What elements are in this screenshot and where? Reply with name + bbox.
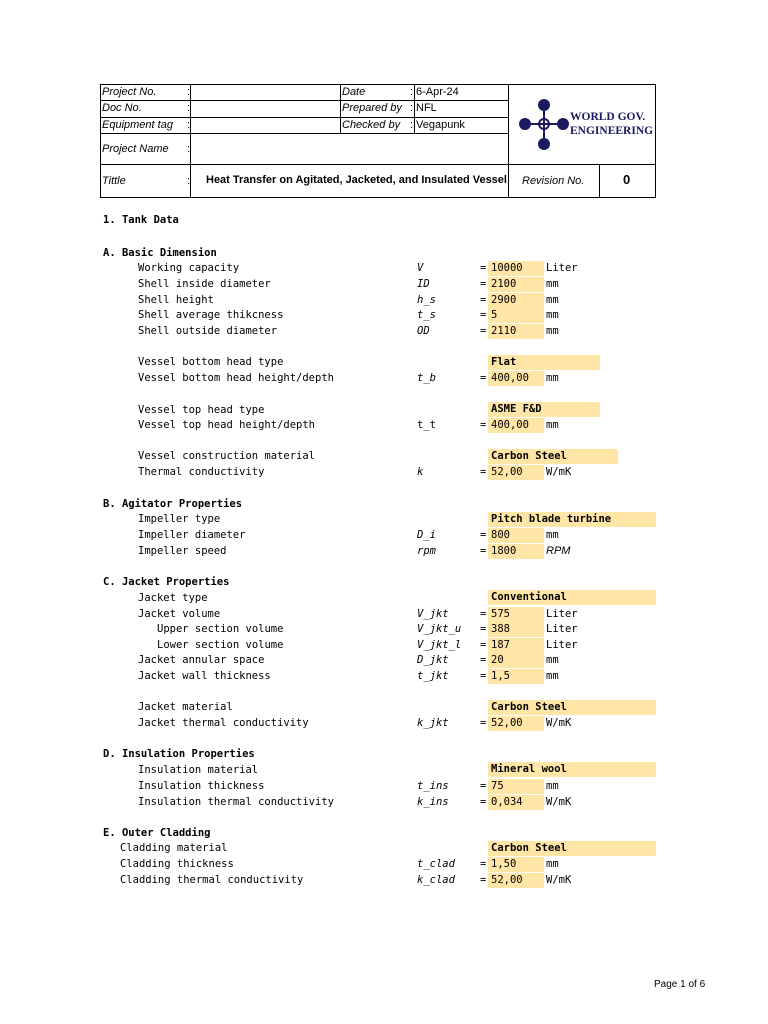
- document-title: Heat Transfer on Agitated, Jacketed, and Insulated Vessel: [206, 174, 507, 186]
- equals-sign: =: [480, 623, 487, 635]
- section-title: 1. Tank Data: [103, 214, 179, 226]
- jacket-material-select[interactable]: Carbon Steel: [488, 700, 656, 715]
- row-label: Lower section volume: [157, 639, 284, 651]
- row-symbol: t_jkt: [417, 670, 449, 682]
- impeller-speed-input[interactable]: 1800: [488, 544, 544, 559]
- cladding-conductivity-value[interactable]: 52,00: [488, 873, 544, 888]
- equals-sign: =: [480, 262, 487, 274]
- row-label: Jacket annular space: [138, 654, 265, 666]
- row-unit: mm: [546, 372, 559, 384]
- row-label: Jacket wall thickness: [138, 670, 271, 682]
- row-symbol: t_clad: [417, 858, 455, 870]
- page-number: Page 1 of 6: [654, 979, 706, 990]
- equals-sign: =: [480, 717, 487, 729]
- vessel-material-select[interactable]: Carbon Steel: [488, 449, 618, 464]
- row-unit: mm: [546, 780, 559, 792]
- row-label: Vessel top head height/depth: [138, 419, 316, 431]
- impeller-type-select[interactable]: Pitch blade turbine: [488, 512, 656, 527]
- date-value: 6-Apr-24: [416, 86, 459, 98]
- row-label: Shell average thikcness: [138, 309, 284, 321]
- cladding-material-select[interactable]: Carbon Steel: [488, 841, 656, 856]
- row-label: Vessel top head type: [138, 404, 265, 416]
- jacket-volume-value[interactable]: 575: [488, 607, 544, 622]
- row-label: Jacket material: [138, 701, 233, 713]
- row-symbol: D_i: [417, 529, 436, 541]
- outside-diameter-value[interactable]: 2110: [488, 324, 544, 339]
- row-unit: W/mK: [546, 717, 572, 729]
- row-label: Upper section volume: [157, 623, 284, 635]
- lower-volume-value[interactable]: 187: [488, 638, 544, 653]
- equipment-tag-label: Equipment tag: [102, 119, 173, 131]
- equals-sign: =: [480, 780, 487, 792]
- working-capacity-input[interactable]: 10000: [488, 261, 544, 276]
- row-unit: mm: [546, 858, 559, 870]
- shell-thickness-input[interactable]: 5: [488, 308, 544, 323]
- row-symbol: rpm: [417, 545, 436, 557]
- row-unit: mm: [546, 419, 559, 431]
- logo-line-2: ENGINEERING: [570, 125, 654, 137]
- bottom-head-height-value[interactable]: 400,00: [488, 371, 544, 386]
- inside-diameter-input[interactable]: 2100: [488, 277, 544, 292]
- insulation-thickness-input[interactable]: 75: [488, 779, 544, 794]
- equals-sign: =: [480, 278, 487, 290]
- row-label: Cladding material: [120, 842, 228, 854]
- revision-label: Revision No.: [522, 175, 585, 187]
- row-unit: Liter: [546, 262, 578, 274]
- equals-sign: =: [480, 309, 487, 321]
- colon: :: [410, 86, 414, 98]
- row-unit: W/mK: [546, 466, 572, 478]
- row-label: Thermal conductivity: [138, 466, 265, 478]
- row-label: Vessel bottom head type: [138, 356, 284, 368]
- annular-space-input[interactable]: 20: [488, 653, 544, 668]
- row-symbol: k: [417, 466, 424, 478]
- equals-sign: =: [480, 796, 487, 808]
- row-symbol: t_s: [417, 309, 436, 321]
- bottom-head-type-select[interactable]: Flat: [488, 355, 600, 370]
- row-label: Insulation material: [138, 764, 259, 776]
- subsection-title: D. Insulation Properties: [103, 748, 255, 760]
- equals-sign: =: [480, 858, 487, 870]
- equals-sign: =: [480, 294, 487, 306]
- revision-value: 0: [623, 172, 631, 187]
- equals-sign: =: [480, 419, 487, 431]
- colon: :: [410, 119, 414, 131]
- project-no-label: Project No.: [102, 86, 157, 98]
- row-unit: mm: [546, 654, 559, 666]
- company-logo: [516, 98, 576, 154]
- row-label: Jacket type: [138, 592, 208, 604]
- row-symbol: t_t: [417, 419, 436, 431]
- row-label: Insulation thermal conductivity: [138, 796, 334, 808]
- subsection-title: E. Outer Cladding: [103, 827, 211, 839]
- subsection-title: A. Basic Dimension: [103, 247, 217, 259]
- row-symbol: t_ins: [417, 780, 449, 792]
- row-unit: Liter: [546, 608, 578, 620]
- row-unit: mm: [546, 294, 559, 306]
- row-symbol: V_jkt: [417, 608, 449, 620]
- equals-sign: =: [480, 608, 487, 620]
- row-label: Insulation thickness: [138, 780, 265, 792]
- jacket-conductivity-value[interactable]: 52,00: [488, 716, 544, 731]
- checked-by-label: Checked by: [342, 119, 401, 131]
- row-unit: Liter: [546, 639, 578, 651]
- equals-sign: =: [480, 545, 487, 557]
- row-unit: mm: [546, 529, 559, 541]
- row-unit: mm: [546, 670, 559, 682]
- equals-sign: =: [480, 654, 487, 666]
- row-symbol: V_jkt_u: [417, 623, 462, 635]
- insulation-conductivity-value[interactable]: 0,034: [488, 795, 544, 810]
- equals-sign: =: [480, 372, 487, 384]
- colon: :: [410, 102, 414, 114]
- equals-sign: =: [480, 670, 487, 682]
- doc-no-label: Doc No.: [102, 102, 142, 114]
- row-unit: mm: [546, 278, 559, 290]
- row-unit: mm: [546, 309, 559, 321]
- colon: :: [187, 175, 191, 187]
- company-name: [570, 110, 653, 138]
- equals-sign: =: [480, 874, 487, 886]
- row-label: Impeller type: [138, 513, 221, 525]
- row-unit: W/mK: [546, 796, 572, 808]
- equals-sign: =: [480, 325, 487, 337]
- top-head-height-value[interactable]: 400,00: [488, 418, 544, 433]
- equals-sign: =: [480, 529, 487, 541]
- colon: :: [187, 102, 191, 114]
- document-header: [100, 84, 656, 198]
- prepared-by-label: Prepared by: [342, 102, 402, 114]
- row-label: Shell outside diameter: [138, 325, 278, 337]
- jacket-type-select[interactable]: Conventional: [488, 590, 656, 605]
- upper-volume-value[interactable]: 388: [488, 622, 544, 637]
- row-unit: RPM: [546, 545, 571, 557]
- prepared-by-value: NFL: [416, 102, 437, 114]
- date-label: Date: [342, 86, 366, 98]
- row-symbol: h_s: [417, 294, 436, 306]
- cladding-thickness-input[interactable]: 1,50: [488, 857, 544, 872]
- row-label: Working capacity: [138, 262, 240, 274]
- subsection-title: C. Jacket Properties: [103, 576, 230, 588]
- row-symbol: D_jkt: [417, 654, 449, 666]
- row-symbol: OD: [417, 325, 430, 337]
- row-symbol: V_jkt_l: [417, 639, 462, 651]
- checked-by-value: Vegapunk: [416, 119, 465, 131]
- insulation-material-select[interactable]: Mineral wool: [488, 762, 656, 777]
- subsection-title: B. Agitator Properties: [103, 498, 243, 510]
- row-label: Cladding thermal conductivity: [120, 874, 304, 886]
- title-label: Tittle: [102, 175, 126, 187]
- row-label: Jacket volume: [138, 608, 221, 620]
- row-unit: Liter: [546, 623, 578, 635]
- row-unit: W/mK: [546, 874, 572, 886]
- row-symbol: ID: [417, 278, 430, 290]
- colon: :: [187, 86, 191, 98]
- row-unit: mm: [546, 325, 559, 337]
- impeller-diameter-input[interactable]: 800: [488, 528, 544, 543]
- equals-sign: =: [480, 466, 487, 478]
- row-symbol: k_jkt: [417, 717, 449, 729]
- equals-sign: =: [480, 639, 487, 651]
- row-label: Impeller speed: [138, 545, 227, 557]
- row-symbol: t_b: [417, 372, 436, 384]
- logo-mark-icon: [516, 98, 576, 154]
- top-head-type-select[interactable]: ASME F&D: [488, 402, 600, 417]
- colon: :: [187, 143, 191, 155]
- row-label: Shell inside diameter: [138, 278, 271, 290]
- row-label: Cladding thickness: [120, 858, 234, 870]
- jacket-wall-thickness-input[interactable]: 1,5: [488, 669, 544, 684]
- row-symbol: k_ins: [417, 796, 449, 808]
- row-symbol: V: [417, 262, 424, 274]
- colon: :: [187, 119, 191, 131]
- thermal-conductivity-value[interactable]: 52,00: [488, 465, 544, 480]
- logo-line-1: WORLD GOV.: [570, 111, 646, 123]
- row-label: Vessel construction material: [138, 450, 316, 462]
- shell-height-input[interactable]: 2900: [488, 293, 544, 308]
- row-symbol: k_clad: [417, 874, 455, 886]
- row-label: Impeller diameter: [138, 529, 246, 541]
- row-label: Vessel bottom head height/depth: [138, 372, 334, 384]
- row-label: Jacket thermal conductivity: [138, 717, 309, 729]
- project-name-label: Project Name: [102, 143, 169, 155]
- row-label: Shell height: [138, 294, 214, 306]
